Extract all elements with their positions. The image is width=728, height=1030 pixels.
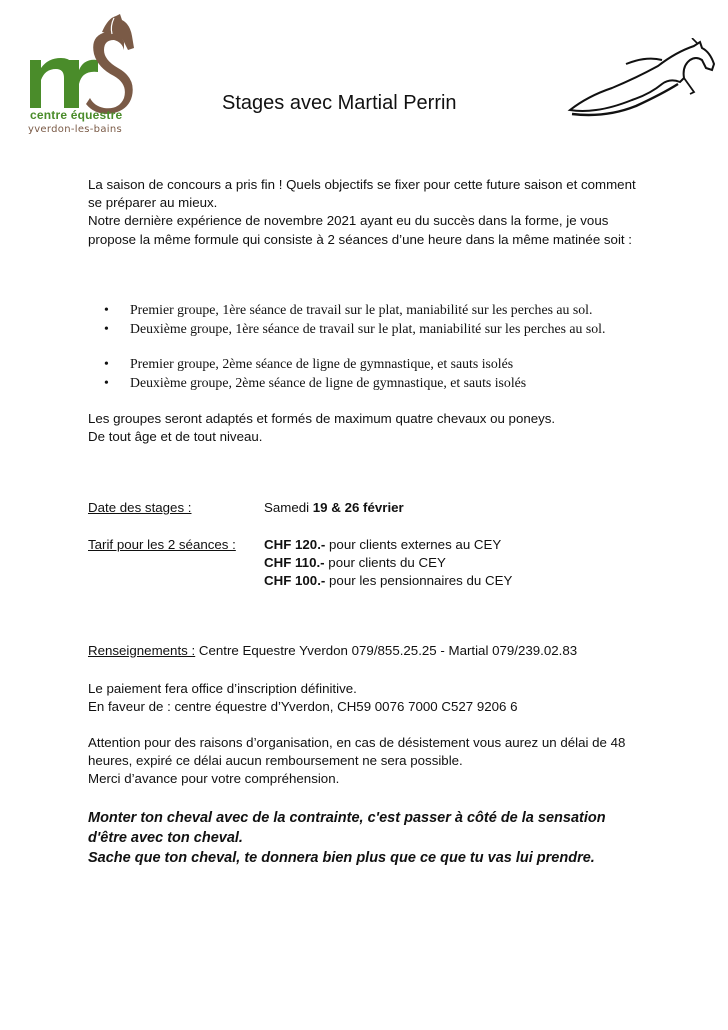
session-1-list [104, 301, 605, 338]
cancellation-paragraph [88, 734, 648, 789]
intro-paragraph [88, 176, 648, 249]
bullet-icon: • [104, 356, 109, 371]
tarif-line: CHF 110.- pour clients du CEY [264, 555, 446, 570]
intro-line: La saison de concours a pris fin ! Quels objectifs se fixer pour cette future saison et comment [88, 177, 636, 192]
logo-text-centre-equestre: centre équestre [30, 108, 123, 122]
tarif-line: CHF 120.- pour clients externes au CEY [264, 537, 502, 552]
quote-line: d'être avec ton cheval. [88, 830, 243, 846]
dates-label: Date des stages : [88, 500, 192, 515]
bullet-icon: • [104, 302, 109, 317]
groups-line: Les groupes seront adaptés et formés de maximum quatre chevaux ou poneys. [88, 411, 556, 426]
contact-label: Renseignements : [88, 643, 196, 658]
list-item: • Premier groupe, 2ème séance de ligne de gymnastique, et sauts isolés [104, 355, 526, 374]
list-item: • Deuxième groupe, 2ème séance de ligne de gymnastique, et sauts isolés [104, 374, 526, 393]
intro-line: propose la même formule qui consiste à 2 séances d’une heure dans la même matinée soit : [88, 231, 632, 247]
quote-line: Sache que ton cheval, te donnera bien plus que ce que tu vas lui prendre. [88, 850, 595, 866]
cancellation-line: Merci d’avance pour votre compréhension. [88, 771, 340, 787]
logo-text-yverdon: yverdon-les-bains [28, 124, 122, 135]
contact-text: Centre Equestre Yverdon 079/855.25.25 - Martial 079/239.02.83 [195, 643, 578, 658]
quote-line: Monter ton cheval avec de la contrainte, c'est passer à côté de la sensation [88, 810, 606, 826]
session-2-list [104, 355, 526, 392]
bullet-icon: • [104, 320, 109, 336]
dates-value: Samedi 19 & 26 février [264, 500, 404, 515]
jumping-horse-drawing [566, 38, 718, 120]
payment-paragraph [88, 680, 518, 716]
intro-line: se préparer au mieux. [88, 195, 218, 211]
cancellation-line: heures, expiré ce délai aucun remboursement ne sera possible. [88, 753, 463, 769]
intro-line: Notre dernière expérience de novembre 2021 ayant eu du succès dans la forme, je vous [88, 213, 609, 229]
closing-quote [88, 808, 648, 868]
logo-horse-head [102, 14, 134, 50]
list-item: • Deuxième groupe, 1ère séance de travail sur le plat, maniabilité sur les perches au sol. [104, 320, 605, 339]
page-title: Stages avec Martial Perrin [222, 92, 457, 114]
contact-info [88, 642, 577, 660]
logo-letter-r [68, 60, 98, 108]
groups-line: De tout âge et de tout niveau. [88, 429, 263, 445]
list-item: • Premier groupe, 1ère séance de travail sur le plat, maniabilité sur les perches au sol. [104, 301, 605, 320]
cancellation-line: Attention pour des raisons d’organisation, en cas de désistement vous aurez un délai de 48 [88, 735, 626, 750]
groups-paragraph [88, 410, 555, 446]
bullet-icon: • [104, 374, 109, 390]
payment-line: En faveur de : centre équestre d’Yverdon, CH59 0076 7000 C527 9206 6 [88, 699, 518, 715]
tarif-label: Tarif pour les 2 séances : [88, 537, 236, 552]
tarif-line: CHF 100.- pour les pensionnaires du CEY [264, 573, 513, 588]
payment-line: Le paiement fera office d’inscription définitive. [88, 681, 357, 696]
